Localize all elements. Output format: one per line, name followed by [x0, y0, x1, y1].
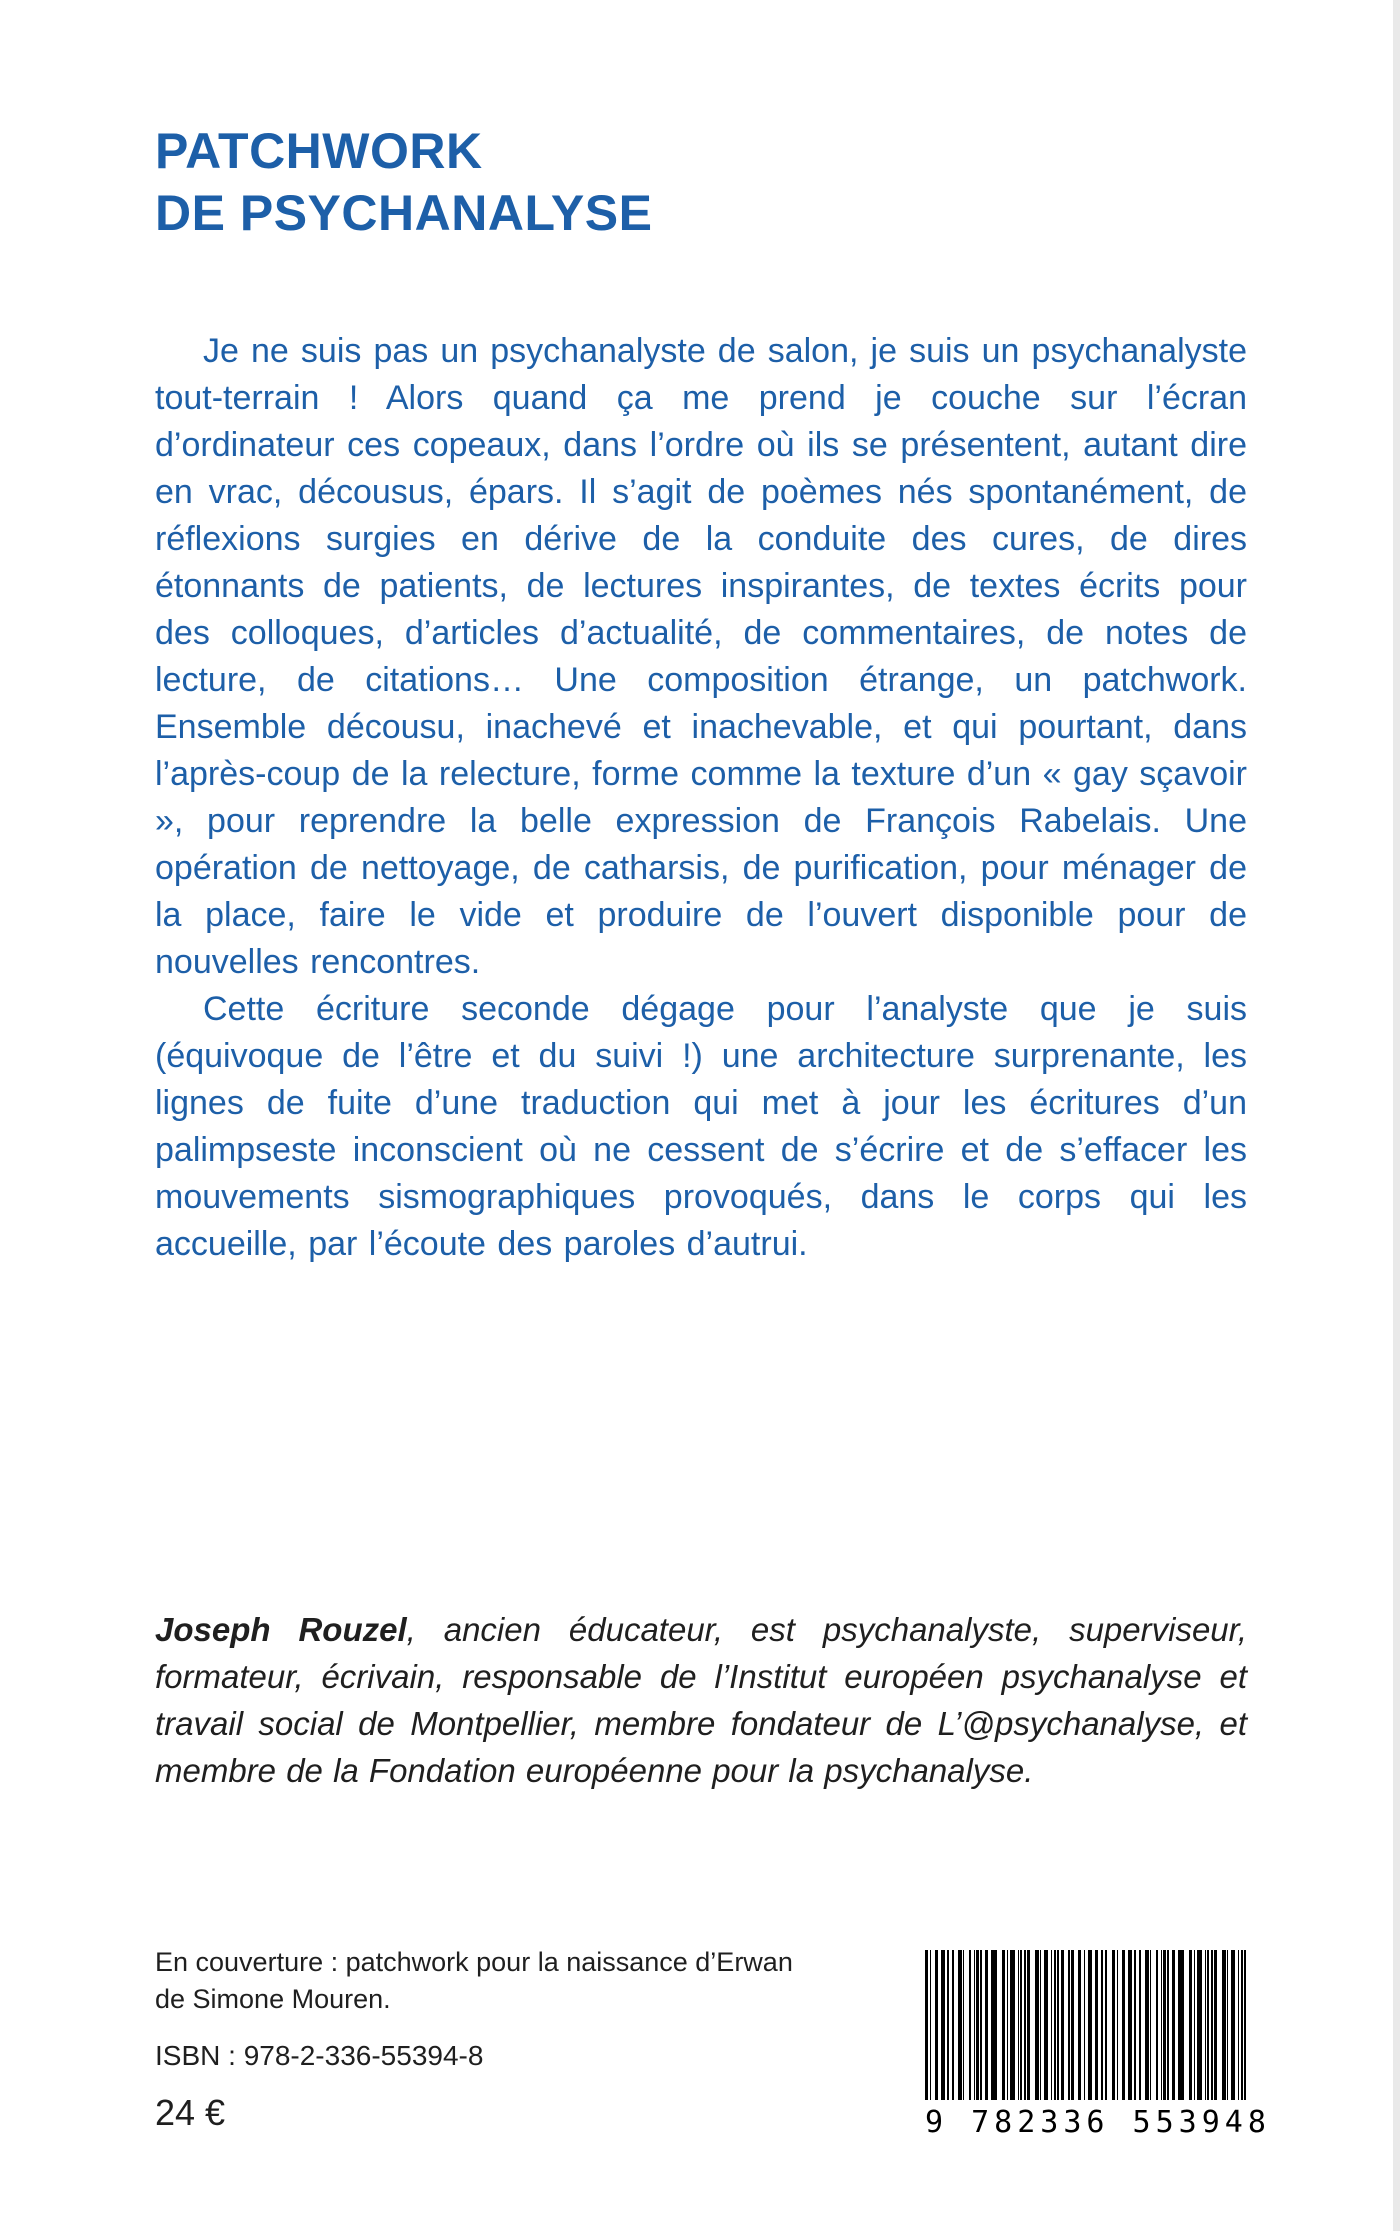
back-cover-blurb	[155, 328, 1247, 1268]
cover-credit-line1: En couverture : patchwork pour la naissance d’Erwan	[155, 1947, 793, 1977]
book-title	[155, 120, 652, 244]
cover-credit	[155, 1944, 793, 2018]
isbn: ISBN : 978-2-336-55394-8	[155, 2040, 484, 2071]
author-bio-text: , ancien éducateur, est psychanalyste, superviseur, formateur, écrivain, responsable de l’Institut européen psychanalyse et travail social de Montpellier, membre fondateur de L’@psychanalyse, et membre de la Fondation européenne pour la psychanalyse.	[155, 1611, 1247, 1789]
blurb-paragraph-2: Cette écriture seconde dégage pour l’analyste que je suis (équivoque de l’être et du suivi !) une architecture surprenante, les lignes de fuite d’une traduction qui met à jour les écritures d’un palimpseste inconscient où ne cessent de s’écrire et de s’effacer les mouvements sismographiques provoqués, dans le corps qui les accueille, par l’écoute des paroles d’autrui.	[155, 990, 1247, 1263]
blurb-paragraph-1: Je ne suis pas un psychanalyste de salon, je suis un psychanalyste tout-terrain ! Alors quand ça me prend je couche sur l’écran d’ordinateur ces copeaux, dans l’ordre où ils se présentent, autant dire en vrac, décousus, épars. Il s’agit de poèmes nés spontanément, de réflexions surgies en dérive de la conduite des cures, de dires étonnants de patients, de lectures inspirantes, de textes écrits pour des colloques, d’articles d’actualité, de commentaires, de notes de lecture, de citations… Une composition étrange, un patchwork. Ensemble décousu, inachevé et inachevable, et qui pourtant, dans l’après-coup de la relecture, forme comme la texture d’un « gay sçavoir », pour reprendre la belle expression de François Rabelais. Une opération de nettoyage, de catharsis, de purification, pour ménager de la place, faire le vide et produire de l’ouvert disponible pour de nouvelles rencontres.	[155, 332, 1247, 981]
barcode-number: 9 782336 553948	[925, 2105, 1271, 2140]
cover-credit-line2: de Simone Mouren.	[155, 1984, 391, 2014]
barcode-bars	[925, 1950, 1247, 2100]
author-name: Joseph Rouzel	[155, 1611, 407, 1648]
book-title-line2: DE PSYCHANALYSE	[155, 184, 653, 241]
book-title-line1: PATCHWORK	[155, 122, 483, 179]
page-edge-shadow	[1393, 0, 1400, 2231]
author-bio	[155, 1606, 1247, 1794]
barcode	[925, 1950, 1271, 2140]
price: 24 €	[155, 2092, 226, 2133]
